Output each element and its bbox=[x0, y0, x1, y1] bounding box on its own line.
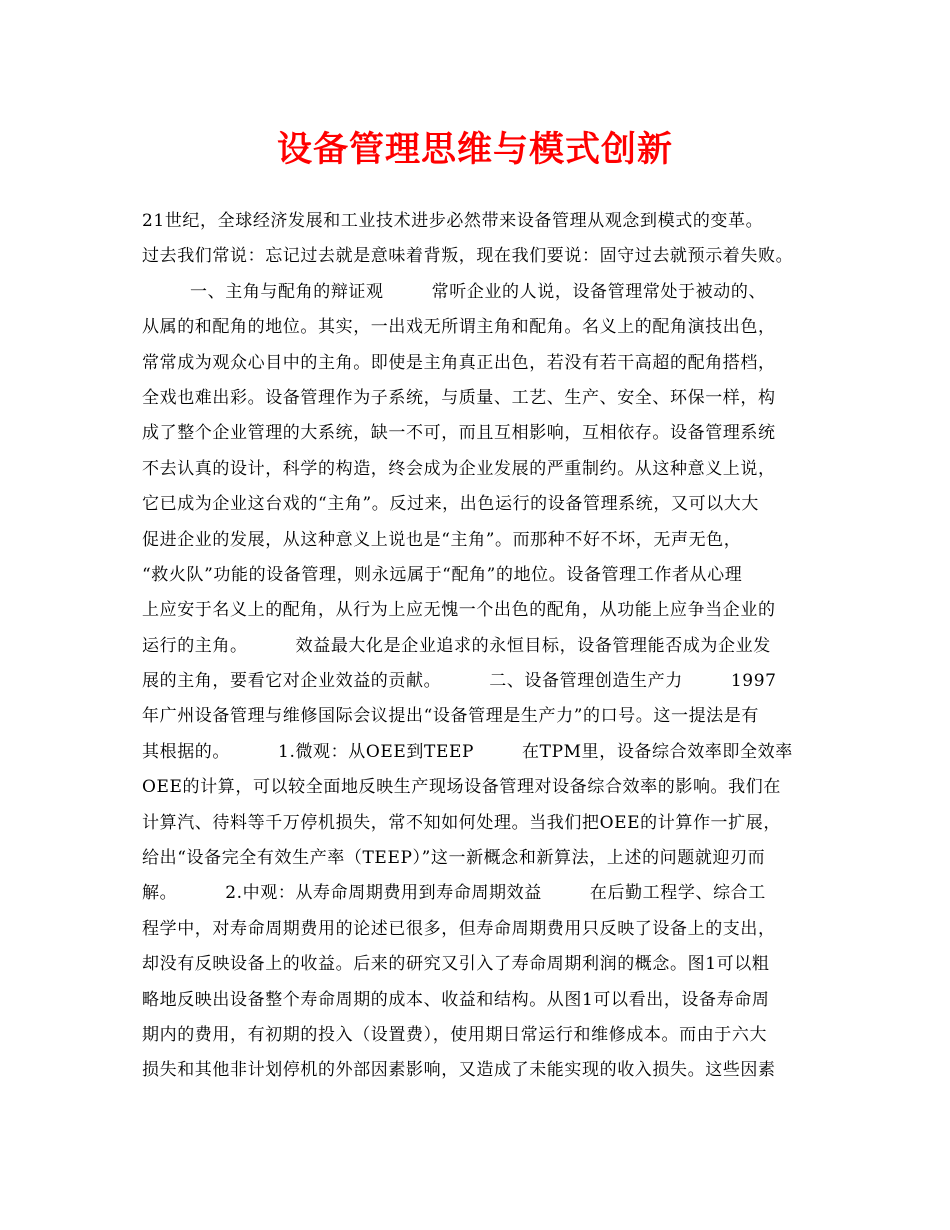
text-line: 期内的费用，有初期的投入（设置费），使用期日常运行和维修成本。而由于六大 bbox=[142, 1024, 768, 1045]
text-line: OEE的计算，可以较全面地反映生产现场设备管理对设备综合效率的影响。我们在 bbox=[142, 777, 781, 798]
text-line: 计算汽、待料等千万停机损失，常不知如何处理。当我们把OEE的计算作一扩展， bbox=[142, 812, 781, 833]
text-line: 一、主角与配角的辩证观 常听企业的人说，设备管理常处于被动的、 bbox=[142, 281, 767, 302]
text-line: 促进企业的发展，从这种意义上说也是“主角”。而那种不好不坏，无声无色， bbox=[142, 529, 742, 550]
text-line: 却没有反映设备上的收益。后来的研究又引入了寿命周期利润的概念。图1可以粗 bbox=[142, 954, 770, 975]
text-line: 从属的和配角的地位。其实，一出戏无所谓主角和配角。名义上的配角演技出色， bbox=[142, 317, 776, 338]
text-line: 运行的主角。 效益最大化是企业追求的永恒目标，设备管理能否成为企业发 bbox=[142, 635, 771, 656]
text-line: 展的主角，要看它对企业效益的贡献。 二、设备管理创造生产力 1997 bbox=[142, 671, 777, 692]
text-line: 年广州设备管理与维修国际会议提出“设备管理是生产力”的口号。这一提法是有 bbox=[142, 706, 759, 727]
text-line: 给出“设备完全有效生产率（TEEP）”这一新概念和新算法，上述的问题就迎刃而 bbox=[142, 848, 766, 869]
text-line: 其根据的。 1.微观：从OEE到TEEP 在TPM里，设备综合效率即全效率 bbox=[142, 741, 793, 762]
text-line: 解。 2.中观：从寿命周期费用到寿命周期效益 在后勤工程学、综合工 bbox=[142, 883, 766, 904]
text-line: “救火队”功能的设备管理，则永远属于“配角”的地位。设备管理工作者从心理 bbox=[142, 564, 743, 585]
text-line: 它已成为企业这台戏的“主角”。反过来，出色运行的设备管理系统，又可以大大 bbox=[142, 494, 759, 515]
text-line: 过去我们常说：忘记过去就是意味着背叛，现在我们要说：固守过去就预示着失败。 bbox=[142, 246, 794, 267]
text-line: 常常成为观众心目中的主角。即使是主角真正出色，若没有若干高超的配角搭档， bbox=[142, 352, 776, 373]
text-line: 全戏也难出彩。设备管理作为子系统，与质量、工艺、生产、安全、环保一样，构 bbox=[142, 387, 776, 408]
text-line: 21世纪，全球经济发展和工业技术进步必然带来设备管理从观念到模式的变革。 bbox=[142, 211, 764, 231]
text-line: 不去认真的设计，科学的构造，终会成为企业发展的严重制约。从这种意义上说， bbox=[142, 458, 776, 479]
text-line: 程学中，对寿命周期费用的论述已很多，但寿命周期费用只反映了设备上的支出， bbox=[142, 918, 776, 939]
text-line: 略地反映出设备整个寿命周期的成本、收益和结构。从图1可以看出，设备寿命周 bbox=[142, 989, 770, 1010]
text-line: 损失和其他非计划停机的外部因素影响，又造成了未能实现的收入损失。这些因素 bbox=[142, 1060, 776, 1081]
text-line: 成了整个企业管理的大系统，缺一不可，而且互相影响，互相依存。设备管理系统 bbox=[142, 423, 776, 444]
document-title: 设备管理思维与模式创新 bbox=[276, 129, 673, 170]
text-line: 上应安于名义上的配角，从行为上应无愧一个出色的配角，从功能上应争当企业的 bbox=[142, 600, 776, 621]
document-body bbox=[142, 204, 842, 1089]
